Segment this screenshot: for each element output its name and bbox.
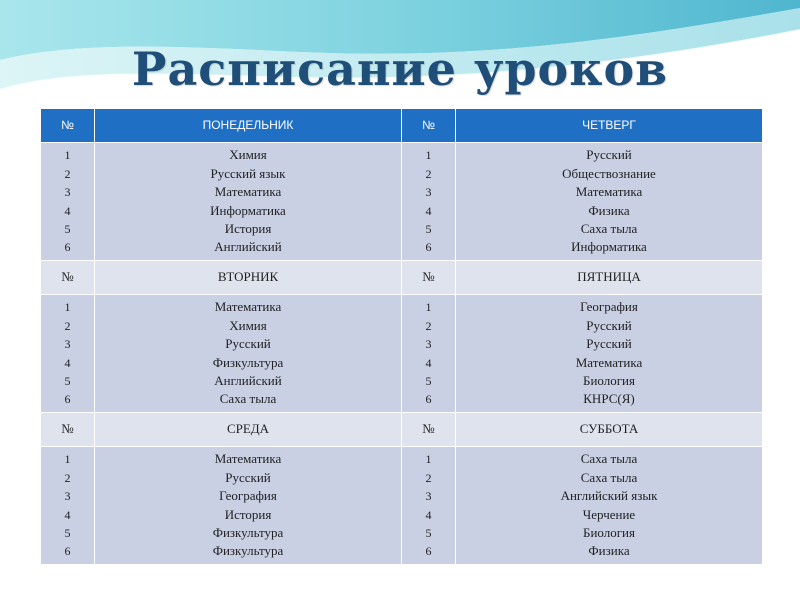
num-header: №	[402, 413, 456, 447]
day-name: ЧЕТВЕРГ	[456, 109, 763, 143]
lesson-numbers: 1 2 3 4 5 6	[402, 447, 456, 565]
day-header-row	[41, 109, 763, 143]
lesson-numbers: 1 2 3 4 5 6	[41, 447, 95, 565]
day-name: ПОНЕДЕЛЬНИК	[95, 109, 402, 143]
lesson-list: География Русский Русский Математика Биология КНРС(Я)	[456, 295, 763, 413]
page-title: Расписание уроков	[131, 42, 669, 96]
day-header-row	[41, 261, 763, 295]
num-header: №	[41, 413, 95, 447]
num-header: №	[41, 261, 95, 295]
lesson-list: Саха тыла Саха тыла Английский язык Черчение Биология Физика	[456, 447, 763, 565]
day-name: СУББОТА	[456, 413, 763, 447]
lessons-row	[41, 447, 763, 565]
lessons-row	[41, 143, 763, 261]
day-header-row	[41, 413, 763, 447]
lesson-list: Химия Русский язык Математика Информатика История Английский	[95, 143, 402, 261]
lesson-list: Математика Химия Русский Физкультура Английский Саха тыла	[95, 295, 402, 413]
lesson-numbers: 1 2 3 4 5 6	[402, 143, 456, 261]
schedule-table	[40, 108, 763, 565]
lesson-list: Математика Русский География История Физкультура Физкультура	[95, 447, 402, 565]
lesson-numbers: 1 2 3 4 5 6	[41, 143, 95, 261]
num-header: №	[402, 109, 456, 143]
day-name: ВТОРНИК	[95, 261, 402, 295]
lesson-list: Русский Обществознание Математика Физика Саха тыла Информатика	[456, 143, 763, 261]
num-header: №	[402, 261, 456, 295]
num-header: №	[41, 109, 95, 143]
lesson-numbers: 1 2 3 4 5 6	[402, 295, 456, 413]
day-name: ПЯТНИЦА	[456, 261, 763, 295]
lesson-numbers: 1 2 3 4 5 6	[41, 295, 95, 413]
day-name: СРЕДА	[95, 413, 402, 447]
lessons-row	[41, 295, 763, 413]
